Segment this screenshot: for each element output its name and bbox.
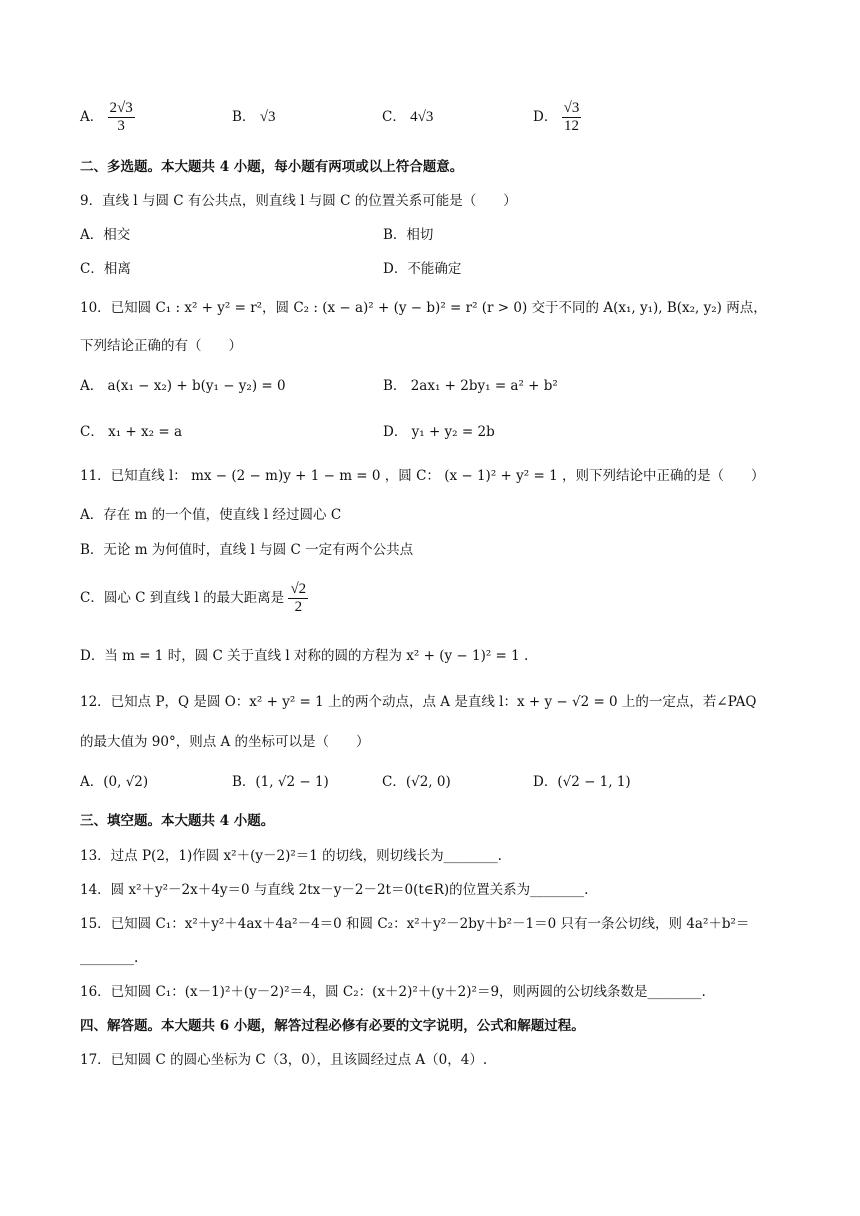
option-label: D． — [533, 109, 558, 125]
q12-option-d: D．(√2 − 1, 1) — [533, 774, 631, 790]
q12-option-c: C．(√2, 0) — [382, 774, 451, 790]
question-15-line1: 15．已知圆 C₁：x²＋y²＋4ax＋4a²－4＝0 和圆 C₂：x²＋y²－2by＋b²－1＝0 只有一条公切线，则 4a²＋b²＝ — [80, 916, 750, 932]
section-heading-multiple-choice: 二、多选题。本大题共 4 小题，每小题有两项或以上符合题意。 — [80, 159, 464, 175]
option-value: √3 — [259, 109, 276, 125]
fraction — [288, 581, 308, 616]
section-heading-answer: 四、解答题。本大题共 6 小题，解答过程必修有必要的文字说明，公式和解题过程。 — [80, 1018, 585, 1034]
question-12-stem-line1: 12．已知点 P，Q 是圆 O：x² + y² = 1 上的两个动点，点 A 是直线 l：x + y − √2 = 0 上的一定点，若∠PAQ — [80, 694, 757, 710]
fraction — [108, 100, 135, 135]
q10-option-a: A． a(x₁ − x₂) + b(y₁ − y₂) = 0 — [80, 378, 286, 394]
q9-option-d: D．不能确定 — [383, 261, 462, 277]
question-10-stem-line2: 下列结论正确的有（ ） — [80, 338, 242, 354]
question-12-stem-line2: 的最大值为 90°，则点 A 的坐标可以是（ ） — [80, 734, 370, 750]
question-14: 14．圆 x²＋y²－2x＋4y＝0 与直线 2tx－y－2－2t＝0(t∈R)的位置关系为________. — [80, 882, 589, 898]
question-10-stem-line1: 10．已知圆 C₁ : x² + y² = r²，圆 C₂ : (x − a)² + (y − b)² = r² (r > 0) 交于不同的 A(x₁, y₁), B(x₂, y₂) 两点， — [80, 300, 767, 316]
q12-option-a: A．(0, √2) — [80, 774, 149, 790]
q11-option-d: D．当 m = 1 时，圆 C 关于直线 l 对称的圆的方程为 x² + (y − 1)² = 1 . — [80, 648, 529, 664]
question-13: 13．过点 P(2，1)作圆 x²＋(y－2)²＝1 的切线，则切线长为________. — [80, 848, 502, 864]
fraction-denominator: 3 — [117, 118, 125, 134]
q12-option-b: B．(1, √2 − 1) — [232, 774, 329, 790]
option-label: C． — [382, 109, 406, 125]
question-17: 17．已知圆 C 的圆心坐标为 C（3，0），且该圆经过点 A（0，4）. — [80, 1052, 488, 1068]
fraction-denominator: 12 — [563, 118, 579, 134]
q11-option-b: B．无论 m 为何值时，直线 l 与圆 C 一定有两个公共点 — [80, 542, 414, 558]
fraction-numerator: √3 — [563, 100, 580, 116]
q8-option-b — [232, 107, 275, 127]
question-15-line2: ________. — [80, 950, 139, 966]
q10-option-c: C． x₁ + x₂ = a — [80, 424, 183, 440]
q8-option-d — [533, 100, 581, 135]
option-value: 4√3 — [410, 109, 434, 125]
option-text: C．圆心 C 到直线 l 的最大距离是 — [80, 590, 285, 606]
fraction-numerator: 2√3 — [109, 100, 133, 116]
q10-option-d: D． y₁ + y₂ = 2b — [383, 424, 495, 440]
q9-option-b: B．相切 — [383, 227, 434, 243]
section-heading-fill-blank: 三、填空题。本大题共 4 小题。 — [80, 813, 275, 829]
fraction-numerator: √2 — [290, 581, 307, 597]
q8-option-a — [80, 100, 135, 135]
question-16: 16．已知圆 C₁：(x－1)²＋(y－2)²＝4，圆 C₂：(x＋2)²＋(y＋2)²＝9，则两圆的公切线条数是________. — [80, 984, 706, 1000]
q11-option-c — [80, 581, 308, 616]
q10-option-b: B． 2ax₁ + 2by₁ = a² + b² — [383, 378, 558, 394]
option-label: B． — [232, 109, 256, 125]
fraction-denominator: 2 — [294, 599, 303, 615]
q9-option-a: A．相交 — [80, 227, 131, 243]
option-label: A． — [80, 109, 104, 125]
q9-option-c: C．相离 — [80, 261, 131, 277]
q11-option-a: A．存在 m 的一个值，使直线 l 经过圆心 C — [80, 507, 342, 523]
fraction — [562, 100, 582, 135]
question-11-stem: 11．已知直线 l： mx − (2 − m)y + 1 − m = 0 ，圆 C： (x − 1)² + y² = 1 ，则下列结论中正确的是（ ） — [80, 468, 765, 484]
q8-option-c — [382, 107, 433, 127]
question-9-stem: 9．直线 l 与圆 C 有公共点，则直线 l 与圆 C 的位置关系可能是（ ） — [80, 193, 517, 209]
